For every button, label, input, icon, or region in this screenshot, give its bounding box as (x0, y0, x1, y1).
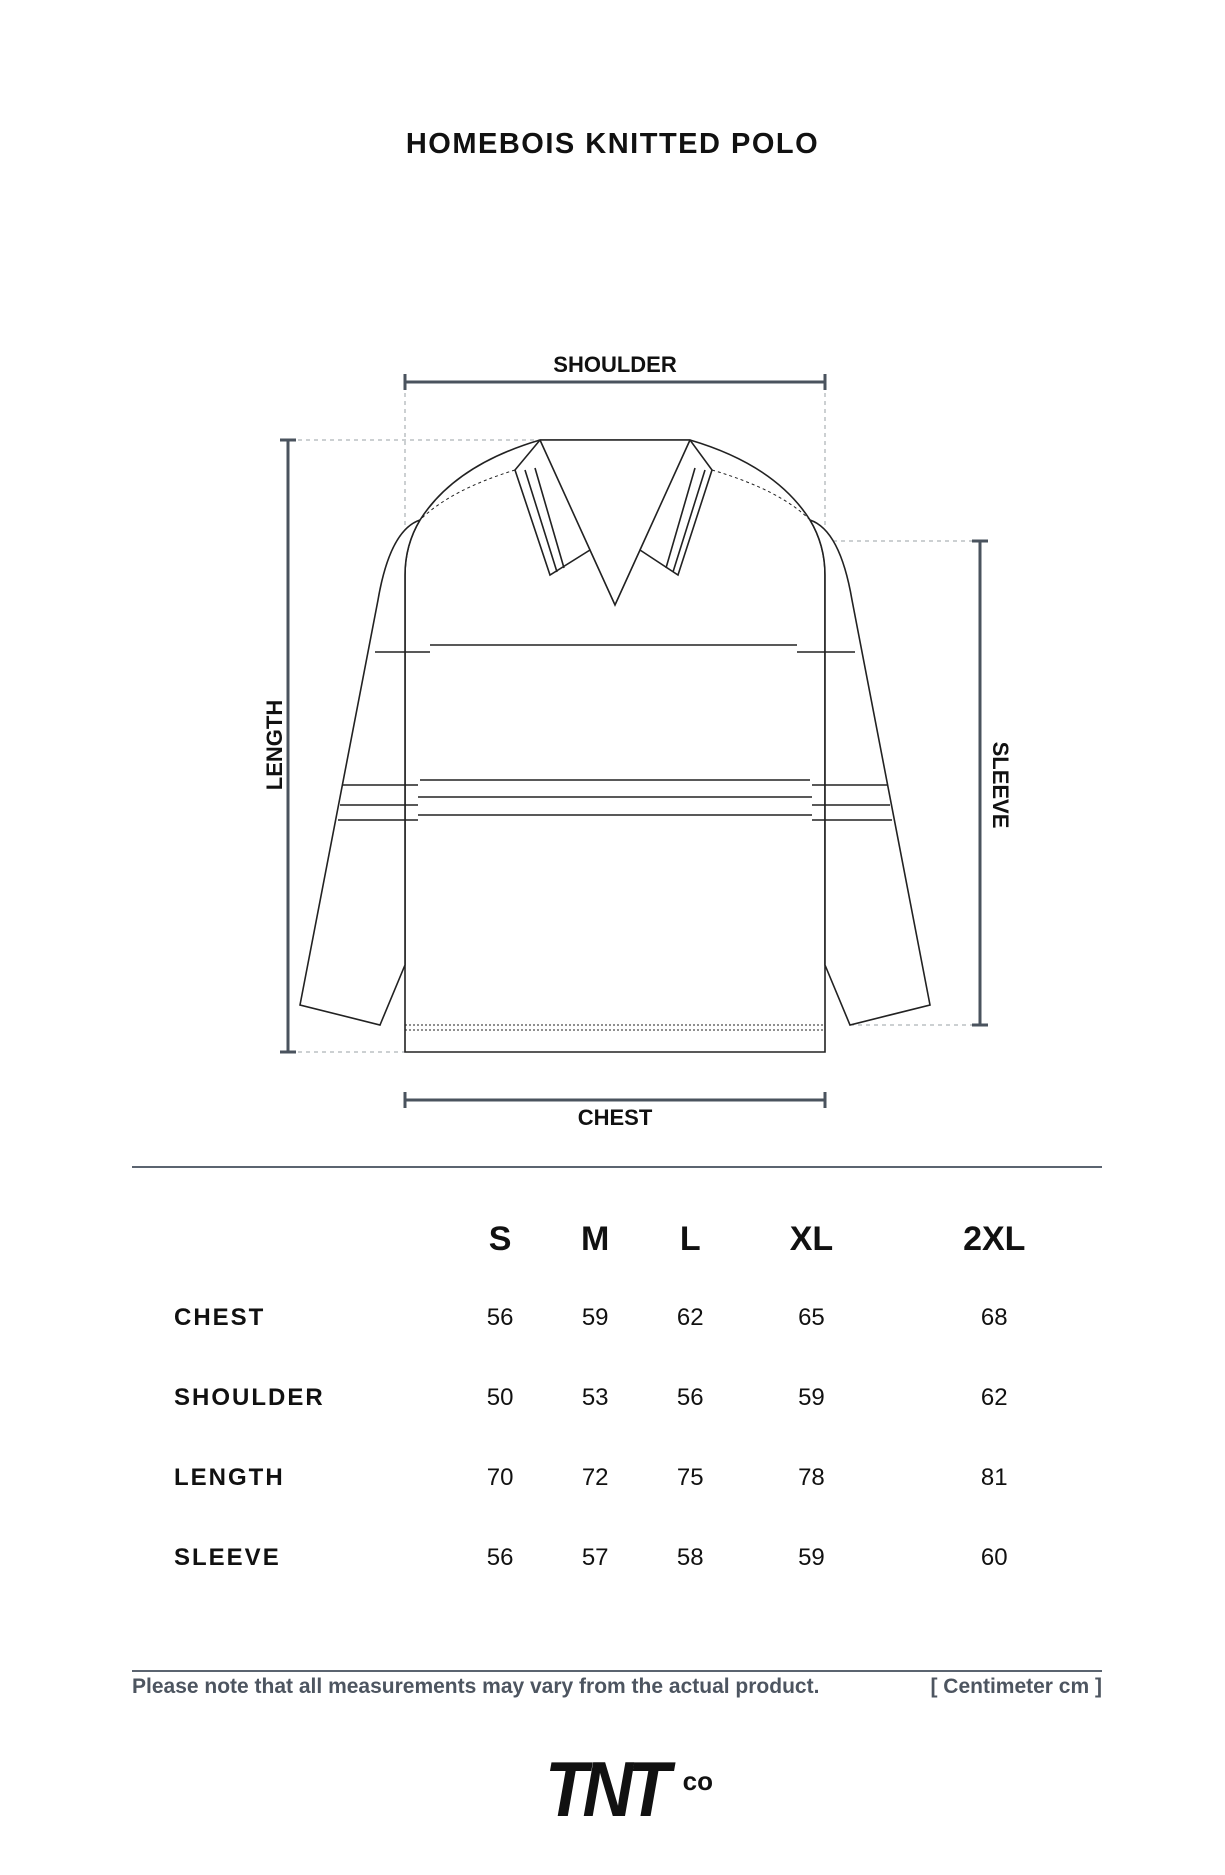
bottom-divider (132, 1670, 1102, 1672)
unit-label: [ Centimeter cm ] (930, 1675, 1102, 1698)
sleeve-label: SLEEVE (988, 741, 1013, 829)
table-row (132, 1278, 1102, 1358)
table-cell: 56 (676, 1384, 704, 1411)
table-row (132, 1438, 1102, 1518)
chest-label: CHEST (577, 1105, 653, 1130)
table-cell: 75 (676, 1464, 704, 1491)
row-label: SLEEVE (174, 1544, 281, 1571)
page-title: HOMEBOIS KNITTED POLO (405, 128, 820, 160)
table-cell: 81 (980, 1464, 1008, 1491)
size-chart-table (132, 1200, 1102, 1598)
table-cell: 59 (798, 1384, 825, 1411)
table-cell: 72 (581, 1464, 609, 1491)
table-cell: 62 (980, 1384, 1008, 1411)
table-cell: 57 (581, 1544, 609, 1571)
row-label: CHEST (174, 1304, 266, 1331)
table-cell: 56 (486, 1304, 514, 1331)
size-header: L (679, 1219, 701, 1258)
table-cell: 60 (980, 1544, 1008, 1571)
table-cell: 65 (798, 1304, 825, 1331)
table-cell: 59 (798, 1544, 825, 1571)
size-header-row (132, 1200, 1102, 1278)
table-cell: 59 (581, 1304, 609, 1331)
table-cell: 78 (798, 1464, 825, 1491)
table-cell: 56 (486, 1544, 514, 1571)
shoulder-label: SHOULDER (553, 352, 677, 377)
size-header: XL (789, 1219, 834, 1258)
logo-main: TNT (545, 1745, 666, 1833)
top-divider (132, 1166, 1102, 1168)
row-label: SHOULDER (174, 1384, 325, 1411)
table-cell: 53 (581, 1384, 609, 1411)
table-row (132, 1358, 1102, 1438)
polo-outline (300, 440, 930, 1052)
size-header: 2XL (963, 1219, 1026, 1258)
table-cell: 70 (486, 1464, 514, 1491)
table-cell: 62 (676, 1304, 704, 1331)
row-label: LENGTH (174, 1464, 285, 1491)
table-cell: 50 (486, 1384, 514, 1411)
brand-logo (545, 1745, 713, 1833)
length-label: LENGTH (262, 699, 287, 791)
measurement-note: Please note that all measurements may vary from the actual product. (132, 1675, 820, 1698)
table-cell: 58 (676, 1544, 704, 1571)
table-row (132, 1518, 1102, 1598)
size-header: M (581, 1219, 610, 1258)
size-header: S (488, 1219, 512, 1258)
empty-header-cell (132, 1200, 454, 1278)
table-cell: 68 (980, 1304, 1008, 1331)
logo-suffix: co (682, 1766, 713, 1796)
